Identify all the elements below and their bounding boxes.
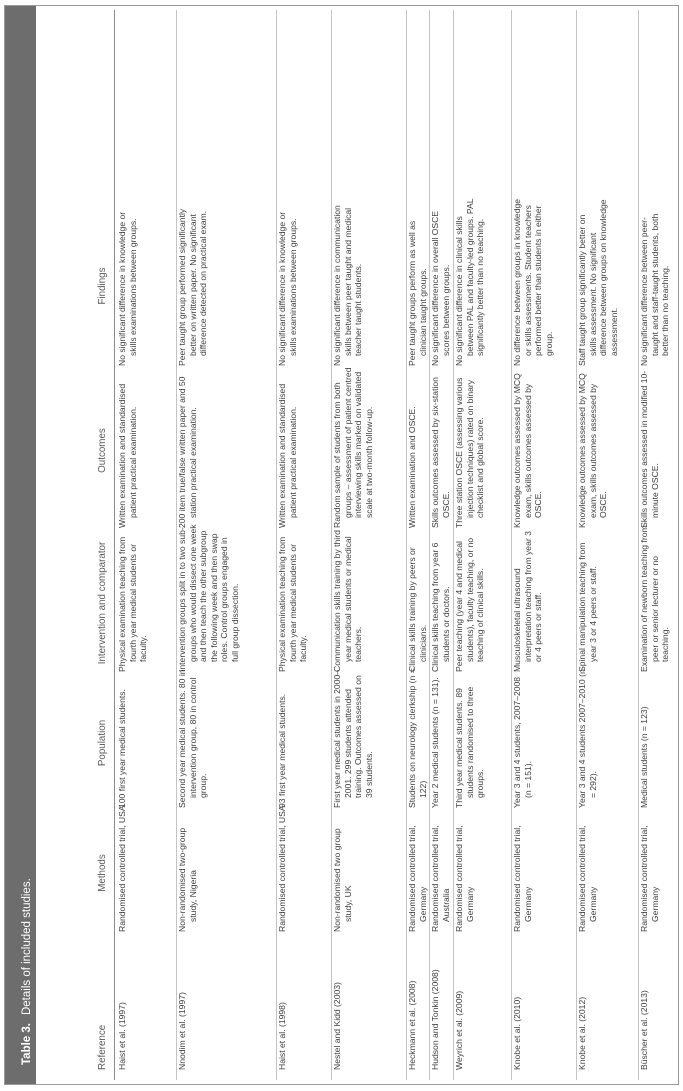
table-row: [577, 10, 639, 1080]
header-intervention: Intervention and comparator: [97, 541, 109, 665]
table-title: [20, 878, 34, 1065]
header-methods: Methods: [97, 854, 109, 892]
cell-outcomes: Knowledge outcomes assessed by MCQ exam, skills outcomes assessed by OSCE.: [512, 373, 544, 528]
cell-reference: Nestel and Kidd (2003): [332, 982, 342, 1070]
header-population: Population: [97, 719, 109, 767]
cell-outcomes: Skills outcomes assessed by six-station OSCE.: [430, 377, 451, 528]
cell-population: 100 first year medical students.: [117, 689, 127, 808]
header-reference: Reference: [97, 1024, 109, 1070]
cell-findings: No difference between groups in knowledge or skills assessments. Student teachers performed better than students in either group.: [512, 198, 554, 366]
cell-findings: No significant difference in knowledge or skills examinations between groups.: [277, 211, 298, 366]
table-row: [407, 10, 430, 1080]
cell-findings: No significant difference in knowledge or skills examinations between groups.: [117, 211, 138, 366]
table-row: [454, 10, 512, 1080]
table-header-row: [37, 10, 115, 1080]
table-row: [430, 10, 454, 1080]
cell-methods: Non-randomised two group study, UK: [332, 828, 353, 932]
cell-intervention: Clinical skills training by peers or clinicians.: [407, 547, 428, 672]
cell-population: Third year medical students. 89 students randomised to three groups.: [454, 686, 486, 808]
cell-population: Second year medical students. 80 in intervention group, 80 in control group.: [177, 669, 209, 808]
cell-reference: Haist et al. (1997): [117, 1002, 127, 1070]
cell-outcomes: Random sample of students from both groups – assessment of patient centred interviewing skills marked on validated scale at two-month follow-up.: [332, 367, 374, 528]
studies-table: [37, 10, 677, 1080]
cell-findings: Peer taught groups perform as well as clinician taught groups.: [407, 220, 428, 366]
cell-methods: Randomised controlled trial, Australia: [430, 825, 451, 932]
cell-outcomes: Written examination and standardised patient practical examination.: [277, 383, 298, 528]
cell-methods: Randomised controlled trial, Germany: [454, 825, 475, 932]
cell-intervention: Spinal manipulation teaching from year 3 or 4 peers or staff.: [577, 542, 598, 672]
cell-population: 93 first year medical students.: [277, 693, 287, 808]
cell-reference: Büscher et al. (2013): [639, 990, 649, 1070]
cell-population: Year 3 and 4 students 2007–2010 (n = 292).: [577, 669, 598, 808]
table-row: [332, 10, 407, 1080]
cell-findings: No significant difference between peer-taught and staff-taught students, both better than no teaching.: [639, 213, 671, 366]
table-row: [177, 10, 277, 1080]
cell-population: Year 3 and 4 students, 2007–2008 (n = 151).: [512, 676, 533, 808]
cell-reference: Nnodim et al. (1997): [177, 992, 187, 1070]
cell-outcomes: 200 item true/false written paper and 50 station practical examination.: [177, 376, 198, 528]
cell-reference: Heckmann et al. (2008): [407, 980, 417, 1070]
cell-intervention: Physical examination teaching from fourth year medical students or faculty.: [277, 536, 309, 672]
cell-reference: Haist et al. (1998): [277, 1002, 287, 1070]
cell-intervention: Musculoskeletal ultrasound interpretation teaching from year 3 or 4 peers or staff.: [512, 531, 544, 672]
cell-outcomes: Skills outcomes assessed in modified 10-minute OSCE.: [639, 370, 660, 528]
cell-intervention: Peer teaching (year 4 and medical students), faculty teaching, or no teaching of clinical skills.: [454, 537, 486, 672]
cell-intervention: Examination of newborn teaching from peer or senior lecturer or no teaching.: [639, 525, 671, 672]
cell-methods: Randomised controlled trial, Germany: [407, 825, 428, 932]
table-row: [512, 10, 577, 1080]
cell-outcomes: Three station OSCE (assessing various injection techniques) rated on binary checklist and global score.: [454, 377, 486, 528]
cell-findings: No significant difference in overall OSCE scores between groups.: [430, 210, 451, 366]
cell-population: Medical students (n = 123): [639, 706, 649, 808]
table-row: [639, 10, 675, 1080]
cell-population: First year medical students in 2000–2001. 299 students attended training. Outcomes assessed on 39 students.: [332, 669, 374, 808]
cell-findings: Staff taught group significantly better on skills assessment. No significant difference between groups on knowledge assessment.: [577, 199, 619, 366]
cell-reference: Knobe et al. (2012): [577, 996, 587, 1070]
table-row: [117, 10, 177, 1080]
cell-findings: Peer taught group performed significantly better on written paper. No significant difference detected on practical exam.: [177, 208, 209, 366]
cell-population: Students on neurology clerkship (n = 122): [407, 668, 428, 808]
cell-outcomes: Written examination and standardised patient practical examination.: [117, 383, 138, 528]
table-caption: Details of included studies.: [21, 878, 33, 1016]
cell-intervention: Communication skills training by third year medical students or medical teachers.: [332, 530, 364, 672]
cell-population: Year 2 medical students (n = 131).: [430, 677, 440, 808]
table-row: [277, 10, 332, 1080]
cell-methods: Randomised controlled trial, USA: [277, 805, 287, 932]
cell-outcomes: Written examination and OSCE.: [407, 406, 417, 528]
cell-reference: Weyrich et al. (2009): [454, 990, 464, 1070]
cell-methods: Randomised controlled trial, Germany: [639, 825, 660, 932]
cell-outcomes: Knowledge outcomes assessed by MCQ exam, skills outcomes assessed by OSCE.: [577, 373, 609, 528]
cell-intervention: Physical examination teaching from fourth year medical students or faculty.: [117, 536, 149, 672]
cell-methods: Non-randomised two-group study, Nigeria: [177, 827, 198, 932]
cell-reference: Hudson and Tonkin (2008): [430, 969, 440, 1070]
cell-intervention: Clinical skills teaching from year 6 students or doctors.: [430, 542, 451, 672]
cell-findings: No significant difference in communication skills between peer taught and medical teacher taught students.: [332, 205, 364, 366]
table-label: Table 3.: [21, 1023, 33, 1065]
cell-intervention: Intervention groups split in to two sub-groups who would dissect one week and then teach the other subgroup the following week and then swap roles. Control groups engaged in full group dissection.: [177, 524, 240, 672]
cell-methods: Randomised controlled trial, Germany: [577, 825, 598, 932]
cell-reference: Knobe et al. (2010): [512, 996, 522, 1070]
cell-findings: No significant difference in clinical skills between PAL and faculty-led groups. PAL significantly better than no teaching.: [454, 198, 486, 366]
header-outcomes: Outcomes: [97, 428, 109, 473]
cell-methods: Randomised controlled trial, USA: [117, 805, 127, 932]
header-findings: Findings: [97, 267, 109, 305]
cell-methods: Randomised controlled trial, Germany: [512, 825, 533, 932]
